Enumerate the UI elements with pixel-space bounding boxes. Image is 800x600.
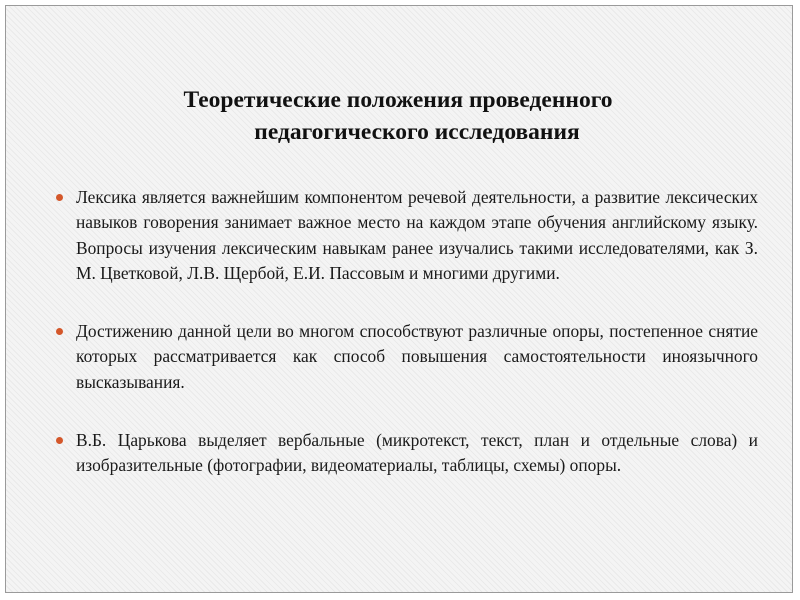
bullet-dot-icon [56,437,63,444]
slide-title-line-2: педагогического исследования [254,119,580,145]
bullet-item [52,428,758,479]
bullet-item [52,319,758,395]
bullet-text: В.Б. Царькова выделяет вербальные (микротекст, текст, план и отдельные слова) и изобразительные (фотографии, видеоматериалы, таблицы, схемы) опоры. [76,430,758,476]
bullet-dot-icon [56,194,63,201]
bullet-text: Лексика является важнейшим компонентом речевой деятельности, а развитие лексических навыков говорения занимает важное место на каждом этапе обучения английскому языку. Вопросы изучения лексическим навыкам ранее изучались такими исследователями, как З. М. Цветковой, Л.В. Щербой, Е.И. Пассовым и многими другими. [76,187,758,283]
bullet-dot-icon [56,328,63,335]
bullet-text: Достижению данной цели во многом способствуют различные опоры, постепенное снятие которых рассматривается как способ повышения самостоятельности иноязычного высказывания. [76,321,758,392]
slide-frame [5,5,793,593]
bullet-item [52,185,758,286]
bullet-list [52,185,758,479]
slide-title [66,84,746,148]
slide-title-line-1: Теоретические положения проведенного [183,87,613,113]
